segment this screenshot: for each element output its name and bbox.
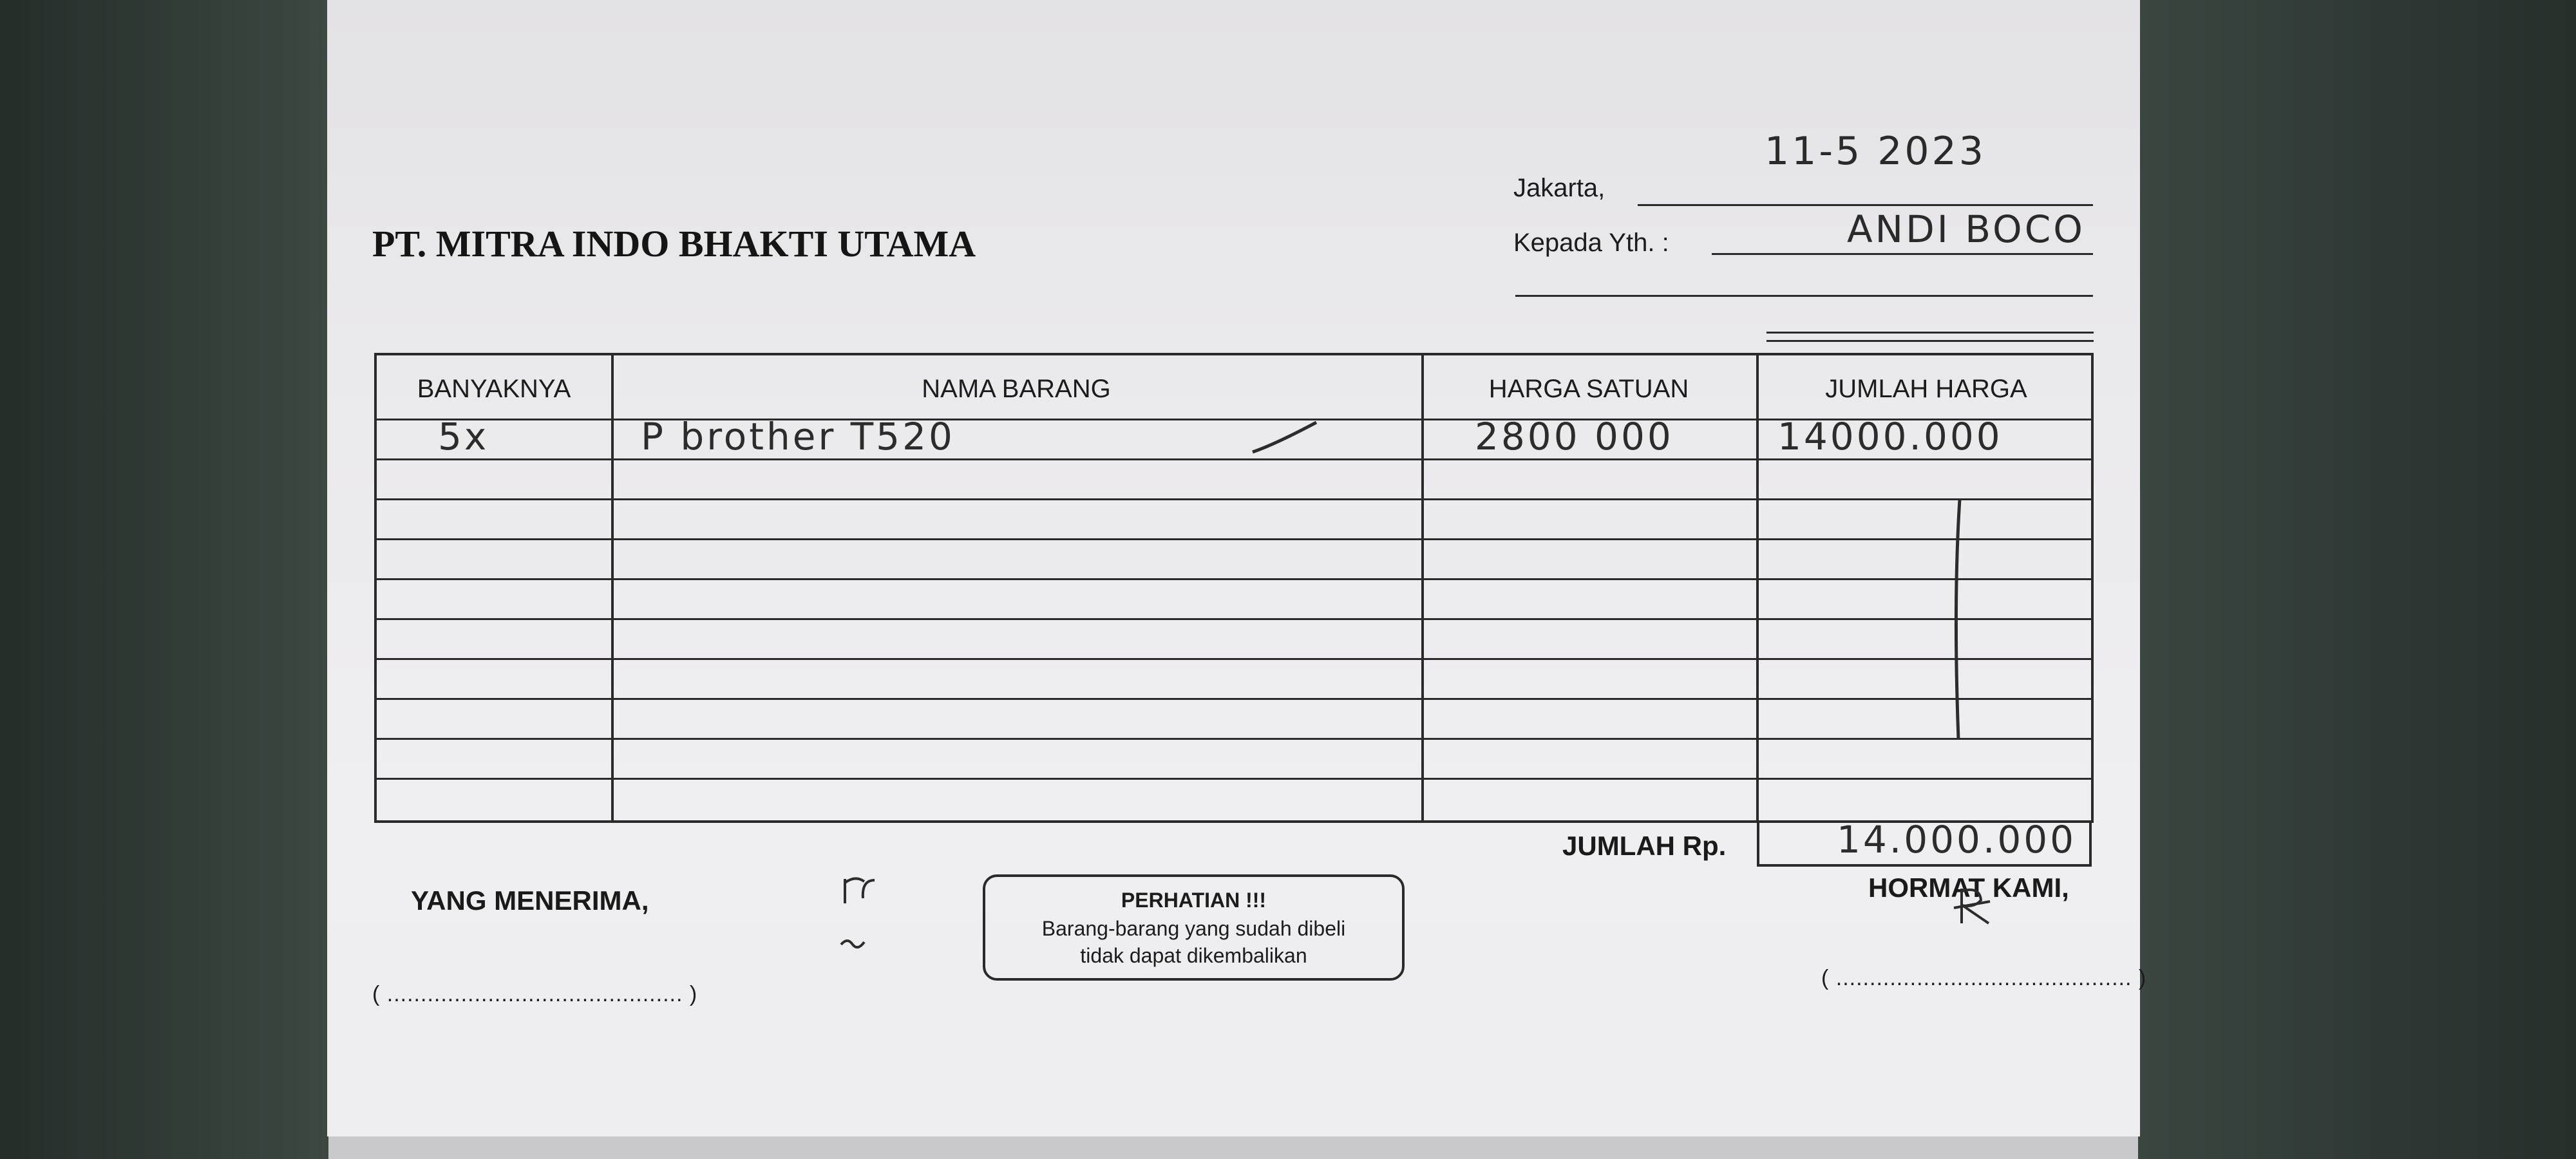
notice-box bbox=[983, 874, 1405, 981]
total-value: 14.000.000 bbox=[1837, 818, 2077, 862]
row1-total: 14000.000 bbox=[1777, 415, 2003, 458]
row-line bbox=[377, 698, 2091, 700]
to-label: Kepada Yth. : bbox=[1513, 229, 1669, 257]
company-name: PT. MITRA INDO BHAKTI UTAMA bbox=[372, 223, 976, 265]
vertical-strike-mark bbox=[1948, 497, 1967, 742]
background-left bbox=[0, 0, 328, 1159]
receiver-signature-line: ( ............................................ ) bbox=[372, 982, 698, 1006]
date-line bbox=[1638, 204, 2093, 206]
col-header-unit-price: HARGA SATUAN bbox=[1488, 375, 1689, 403]
sender-signature-line: ( ............................................ ) bbox=[1821, 966, 2147, 990]
col-divider-2 bbox=[1421, 355, 1424, 820]
row-line bbox=[377, 738, 2091, 740]
row-line bbox=[377, 778, 2091, 780]
notice-title: PERHATIAN !!! bbox=[1121, 889, 1267, 912]
row-line bbox=[377, 458, 2091, 460]
row1-unit-price: 2800 000 bbox=[1475, 415, 1674, 458]
address-line bbox=[1515, 295, 2093, 297]
background-right bbox=[2138, 0, 2576, 1159]
row-line bbox=[377, 498, 2091, 500]
to-line bbox=[1712, 253, 2093, 255]
row-line bbox=[377, 578, 2091, 580]
invoice-paper bbox=[327, 0, 2147, 1136]
date-handwritten: 11-5 2023 bbox=[1765, 129, 1986, 174]
background-bottom bbox=[328, 1133, 2138, 1159]
row-line bbox=[377, 618, 2091, 620]
items-table bbox=[374, 353, 2094, 823]
notice-line-1: Barang-barang yang sudah dibeli bbox=[1041, 917, 1346, 940]
address-line-2a bbox=[1766, 332, 2094, 334]
check-mark-icon bbox=[1249, 419, 1320, 457]
col-divider-1 bbox=[611, 355, 614, 820]
notice-line-2: tidak dapat dikembalikan bbox=[1080, 944, 1307, 967]
col-header-qty: BANYAKNYA bbox=[417, 375, 571, 403]
row1-qty: 5x bbox=[438, 415, 489, 458]
receiver-initials-mark bbox=[836, 872, 881, 956]
sender-label: HORMAT KAMI, bbox=[1868, 872, 2069, 903]
col-header-item: NAMA BARANG bbox=[922, 375, 1111, 403]
row-line bbox=[377, 658, 2091, 660]
total-label: JUMLAH Rp. bbox=[1562, 831, 1727, 861]
row-line bbox=[377, 538, 2091, 540]
address-line-2b bbox=[1766, 340, 2094, 342]
row1-item: P brother T520 bbox=[641, 415, 955, 458]
receiver-label: YANG MENERIMA, bbox=[411, 885, 649, 916]
total-box bbox=[1757, 818, 2092, 867]
to-handwritten: ANDI BOCO bbox=[1847, 207, 2085, 251]
city-label: Jakarta, bbox=[1513, 174, 1605, 202]
col-header-total: JUMLAH HARGA bbox=[1825, 375, 2027, 403]
sender-initials-mark bbox=[1950, 882, 2002, 927]
col-divider-3 bbox=[1756, 355, 1759, 820]
